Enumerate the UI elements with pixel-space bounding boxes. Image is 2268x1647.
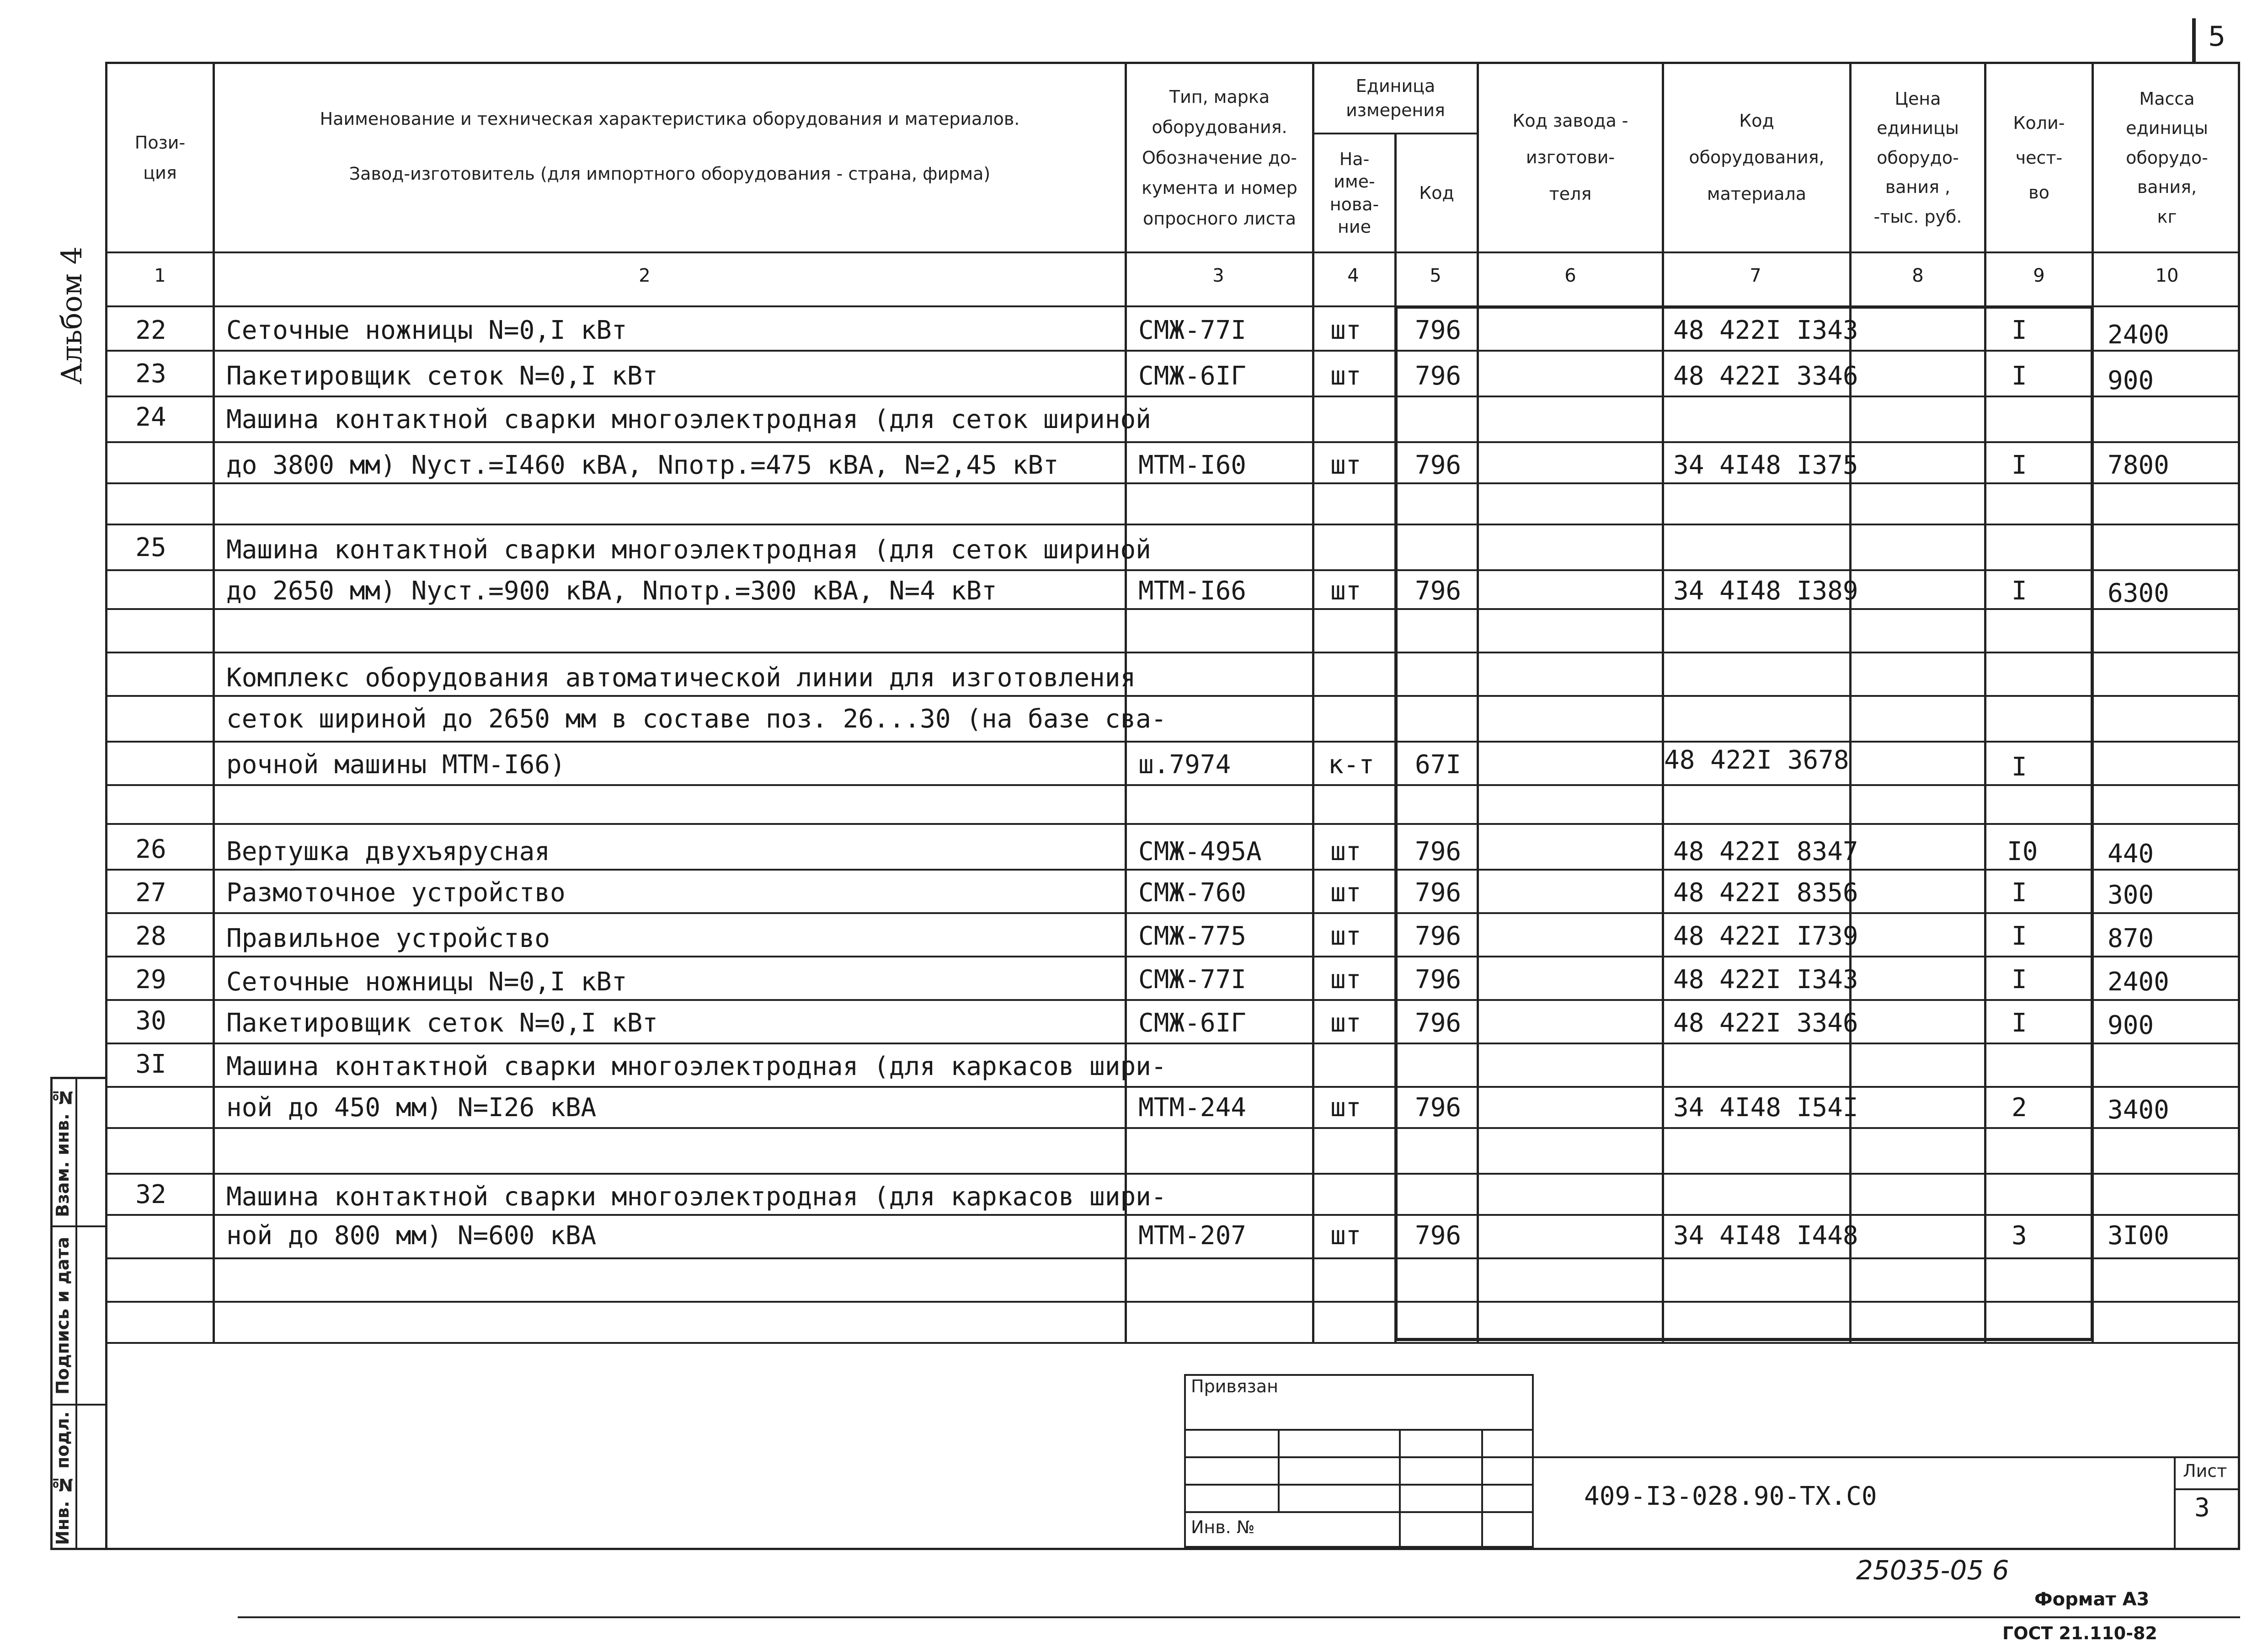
row-23-unit: шт [1330, 361, 1361, 391]
row-31-name-line2: ной до 450 мм) N=I26 кВА [226, 1093, 597, 1123]
row-30-unit-code: 796 [1415, 1008, 1462, 1038]
row-27-equip-code: 48 422I 8356 [1673, 878, 1858, 908]
document-code: 409-I3-028.90-ТХ.С0 [1584, 1481, 1877, 1511]
row-24-qty: I [2012, 450, 2027, 480]
header-price: Цена единицы оборудо- вания , -тыс. руб. [1873, 88, 1962, 227]
row-29-unit-code: 796 [1415, 965, 1462, 995]
page-number-bar [2192, 18, 2196, 64]
row-25-mass: 6300 [2108, 578, 2169, 608]
row-24-type: МТМ-I60 [1138, 450, 1247, 480]
row-28-qty: I [2012, 921, 2027, 951]
row-22-type: СМЖ-77I [1138, 315, 1247, 345]
row-32-unit: шт [1330, 1221, 1361, 1251]
row-28-equip-code: 48 422I I739 [1673, 921, 1858, 951]
sheet-label: Лист [2183, 1461, 2227, 1481]
complex-equip-code: 48 422I 3678 [1664, 745, 1849, 775]
row-30-qty: I [2012, 1008, 2027, 1038]
row-24-unit-code: 796 [1415, 450, 1462, 480]
row-28-unit-code: 796 [1415, 921, 1462, 951]
row-22-position: 22 [135, 315, 166, 345]
row-31-position: 3I [135, 1049, 166, 1079]
complex-name-line1: Комплекс оборудования автоматической линии для изготовления [226, 663, 1136, 693]
row-32-name-line1: Машина контактной сварки многоэлектродная (для каркасов шири- [226, 1182, 1167, 1212]
row-25-unit: шт [1330, 576, 1361, 606]
row-22-name: Сеточные ножницы N=0,I кВт [226, 315, 627, 345]
row-25-position: 25 [135, 533, 166, 562]
complex-unit: к-т [1328, 750, 1375, 780]
row-26-qty: I0 [2007, 837, 2038, 866]
row-28-unit: шт [1330, 921, 1361, 951]
row-23-unit-code: 796 [1415, 361, 1462, 391]
row-25-type: МТМ-I66 [1138, 576, 1247, 606]
row-27-name: Размоточное устройство [226, 878, 566, 908]
row-26-unit-code: 796 [1415, 837, 1462, 866]
archive-number: 25035-05 6 [1856, 1555, 2009, 1586]
row-26-position: 26 [135, 834, 166, 864]
row-25-name-line1: Машина контактной сварки многоэлектродная (для сеток шириной [226, 535, 1151, 565]
row-23-qty: I [2012, 361, 2027, 391]
row-27-unit: шт [1330, 878, 1361, 908]
colnum-1: 1 [154, 265, 166, 286]
row-32-name-line2: ной до 800 мм) N=600 кВА [226, 1221, 597, 1251]
complex-qty: I [2012, 752, 2027, 782]
format-label: Формат А3 [2034, 1589, 2150, 1610]
row-23-equip-code: 48 422I 3346 [1673, 361, 1858, 391]
row-28-position: 28 [135, 921, 166, 951]
row-32-equip-code: 34 4I48 I448 [1673, 1221, 1858, 1251]
colnum-8: 8 [1912, 265, 1924, 286]
colnum-5: 5 [1430, 265, 1441, 286]
row-24-mass: 7800 [2108, 450, 2169, 480]
header-quantity: Коли- чест- во [2013, 113, 2065, 203]
row-31-name-line1: Машина контактной сварки многоэлектродная (для каркасов шири- [226, 1052, 1167, 1081]
row-26-type: СМЖ-495А [1138, 837, 1262, 866]
row-27-mass: 300 [2108, 880, 2154, 910]
row-30-type: СМЖ-6IГ [1138, 1008, 1247, 1038]
row-23-mass: 900 [2108, 366, 2154, 396]
row-31-equip-code: 34 4I48 I54I [1673, 1093, 1858, 1123]
sheet-number: 3 [2194, 1493, 2210, 1523]
header-type: Тип, марка оборудования. Обозначение до- кумента и номер опросного листа [1142, 86, 1297, 229]
row-32-position: 32 [135, 1180, 166, 1209]
row-27-position: 27 [135, 878, 166, 908]
privyazan-label: Привязан [1191, 1376, 1278, 1396]
header-position: Пози- ция [134, 132, 186, 183]
row-26-mass: 440 [2108, 839, 2154, 869]
row-22-unit-code: 796 [1415, 315, 1462, 345]
side-label-vzam: Взам. инв. № [53, 1087, 73, 1218]
row-22-mass: 2400 [2108, 320, 2169, 350]
row-29-name: Сеточные ножницы N=0,I кВт [226, 967, 627, 997]
row-29-equip-code: 48 422I I343 [1673, 965, 1858, 995]
header-name-line2: Завод-изготовитель (для импортного оборудования - страна, фирма) [349, 163, 991, 184]
row-25-qty: I [2012, 576, 2027, 606]
row-28-type: СМЖ-775 [1138, 921, 1247, 951]
complex-unit-code: 67I [1415, 750, 1462, 780]
row-23-position: 23 [135, 359, 166, 389]
row-29-unit: шт [1330, 965, 1361, 995]
header-unit-group: Единица измерения [1346, 75, 1445, 120]
row-32-unit-code: 796 [1415, 1221, 1462, 1251]
row-24-position: 24 [135, 402, 166, 432]
complex-name-line2: сеток шириной до 2650 мм в составе поз. 26...30 (на базе сва- [226, 704, 1167, 734]
header-unit-name: На- име- нова- ние [1329, 149, 1379, 237]
row-25-name-line2: до 2650 мм) Nуст.=900 кВА, Nпотр.=300 кВА, N=4 кВт [226, 576, 997, 606]
colnum-6: 6 [1564, 265, 1576, 286]
row-31-unit-code: 796 [1415, 1093, 1462, 1123]
side-label-podpis: Подпись и дата [53, 1236, 73, 1395]
row-22-unit: шт [1330, 315, 1361, 345]
row-23-type: СМЖ-6IГ [1138, 361, 1247, 391]
row-30-mass: 900 [2108, 1011, 2154, 1040]
row-22-equip-code: 48 422I I343 [1673, 315, 1858, 345]
row-28-name: Правильное устройство [226, 924, 550, 953]
album-label: Альбом 4 [55, 246, 88, 385]
row-24-name-line2: до 3800 мм) Nуст.=I460 кВА, Nпотр.=475 кВА, N=2,45 кВт [226, 450, 1059, 480]
row-26-unit: шт [1330, 837, 1361, 866]
row-30-unit: шт [1330, 1008, 1361, 1038]
colnum-4: 4 [1347, 265, 1359, 286]
row-24-name-line1: Машина контактной сварки многоэлектродная (для сеток шириной [226, 405, 1151, 434]
inv-no-label: Инв. № [1191, 1517, 1255, 1537]
colnum-2: 2 [639, 265, 651, 286]
row-27-qty: I [2012, 878, 2027, 908]
gost-label: ГОСТ 21.110-82 [2002, 1623, 2157, 1642]
row-27-unit-code: 796 [1415, 878, 1462, 908]
row-29-qty: I [2012, 965, 2027, 995]
row-32-qty: 3 [2012, 1221, 2027, 1251]
row-25-unit-code: 796 [1415, 576, 1462, 606]
header-mass: Масса единицы оборудо- вания, кг [2126, 88, 2208, 227]
row-22-qty: I [2012, 315, 2027, 345]
row-30-equip-code: 48 422I 3346 [1673, 1008, 1858, 1038]
row-30-position: 30 [135, 1006, 166, 1036]
header-equipment-code: Код оборудования, материала [1689, 111, 1825, 204]
page-number: 5 [2208, 21, 2226, 53]
row-32-mass: 3I00 [2108, 1221, 2169, 1251]
row-31-unit: шт [1330, 1093, 1361, 1123]
row-29-mass: 2400 [2108, 967, 2169, 997]
colnum-10: 10 [2155, 265, 2179, 286]
header-unit-code: Код [1419, 183, 1454, 203]
colnum-3: 3 [1212, 265, 1224, 286]
header-name-line1: Наименование и техническая характеристика оборудования и материалов. [320, 108, 1020, 129]
row-30-name: Пакетировщик сеток N=0,I кВт [226, 1008, 658, 1038]
complex-type: ш.7974 [1138, 750, 1231, 780]
complex-name-line3: рочной машины МТМ-I66) [226, 750, 566, 780]
row-28-mass: 870 [2108, 924, 2154, 953]
row-25-equip-code: 34 4I48 I389 [1673, 576, 1858, 606]
row-29-position: 29 [135, 965, 166, 995]
header-plant-code: Код завода - изготови- теля [1512, 111, 1628, 204]
row-23-name: Пакетировщик сеток N=0,I кВт [226, 361, 658, 391]
row-26-name: Вертушка двухъярусная [226, 837, 550, 866]
row-26-equip-code: 48 422I 8347 [1673, 837, 1858, 866]
row-31-qty: 2 [2012, 1093, 2027, 1123]
colnum-9: 9 [2033, 265, 2045, 286]
colnum-7: 7 [1750, 265, 1761, 286]
row-31-mass: 3400 [2108, 1095, 2169, 1125]
row-31-type: МТМ-244 [1138, 1093, 1247, 1123]
row-24-equip-code: 34 4I48 I375 [1673, 450, 1858, 480]
row-32-type: МТМ-207 [1138, 1221, 1247, 1251]
row-24-unit: шт [1330, 450, 1361, 480]
side-label-inv-podl: Инв. № подл. [53, 1411, 73, 1545]
row-29-type: СМЖ-77I [1138, 965, 1247, 995]
row-27-type: СМЖ-760 [1138, 878, 1247, 908]
